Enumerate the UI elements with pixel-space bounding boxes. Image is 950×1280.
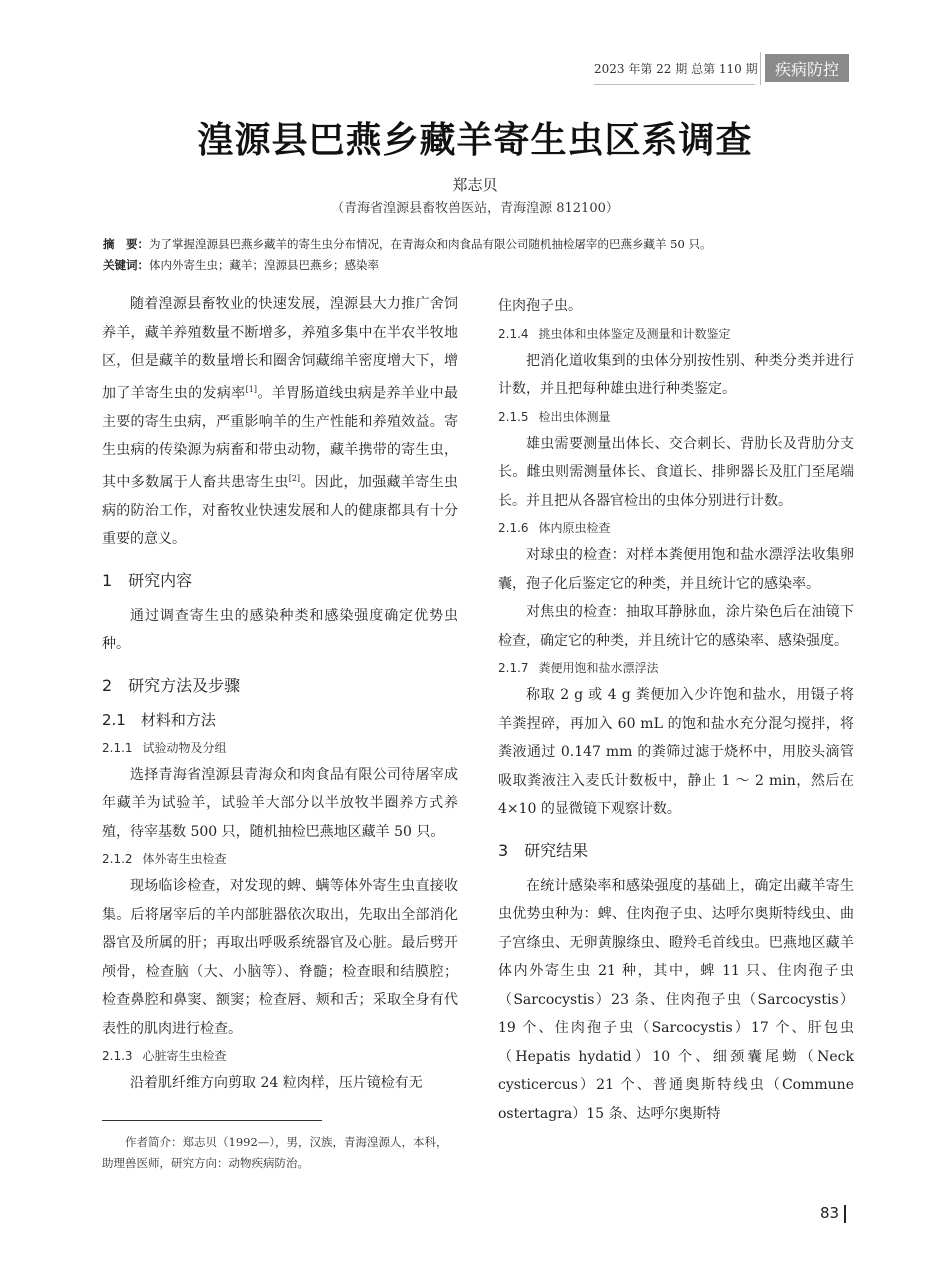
paragraph-3: 在统计感染率和感染强度的基础上，确定出藏羊寄生虫优势虫种为：蜱、住肉孢子虫、达呼尔奥斯特线虫、曲子宫绦虫、无卵黄腺绦虫、瞪羚毛首线虫。巴燕地区藏羊体内外寄生虫 21 种，其中，蜱 11 只、住肉孢子虫（Sarcocystis）23 条、住肉孢子虫（Sarcocystis）19 个、住肉孢子虫（Sarcocystis）17 个、肝包虫（Hepatis hydatid）10 个、细颈囊尾蚴（Neck cysticercus）21 个、普通奥斯特线虫（Commune ostertagra）15 条、达呼尔奥斯特: [498, 877, 854, 1122]
reference-1: [1]: [245, 384, 257, 394]
section-tag: 疾病防控: [765, 54, 849, 82]
author-footnote: 作者简介：郑志贝（1992—），男，汉族，青海湟源人，本科，助理兽医师，研究方向：动物疾病防治。: [102, 1135, 448, 1170]
header-rule: [594, 84, 755, 85]
heading-2-1-3-text: 心脏寄生虫检查: [142, 1049, 227, 1064]
intro-text-b: 。羊胃肠道线虫病是养羊业中最主要的寄生虫病，严重影响羊的生产性能和养殖效益。寄生虫病的传染源为病畜和带虫动物，藏羊携带的寄生虫，其中多数属于人畜共患寄生虫: [102, 385, 459, 491]
page-number-bar: [844, 1205, 846, 1223]
footnote-rule: [102, 1120, 322, 1121]
abstract-block: [103, 234, 863, 276]
heading-2-1-5-number: 2.1.5: [498, 409, 529, 424]
heading-2: 2 研究方法及步骤: [102, 675, 241, 695]
reference-2: [2]: [288, 473, 301, 483]
heading-1: 1 研究内容: [102, 570, 193, 590]
heading-2-1-7-number: 2.1.7: [498, 661, 529, 675]
intro-text-c: 。因此，加强藏羊寄生虫病的防治工作，对畜牧业快速发展和人的健康都具有十分重要的意义。: [102, 474, 459, 548]
intro-paragraph: [102, 290, 458, 554]
right-column: [498, 292, 854, 1128]
paragraph-2-1-4: 把消化道收集到的虫体分别按性别、种类分类并进行计数，并且把每种雄虫进行种类鉴定。: [498, 352, 854, 397]
paragraph-2-1-3-continued: 住肉孢子虫。: [498, 298, 582, 314]
paragraph-2-1-3: 沿着肌纤维方向剪取 24 粒肉样，压片镜检有无: [130, 1075, 423, 1092]
heading-3: 3 研究结果: [498, 840, 589, 860]
paragraph-2-1-7: 称取 2 g 或 4 g 粪便加入少许饱和盐水，用镊子将羊粪捏碎，再加入 60 mL 的饱和盐水充分混匀搅拌，将粪液通过 0.147 mm 的粪筛过滤于烧杯中，用胶头滴管吸取粪液注入麦氏计数板中，静止 1 ～ 2 min，然后在 4×10 的显微镜下观察计数。: [498, 687, 854, 817]
heading-2-1: 2.1 材料和方法: [102, 710, 216, 729]
heading-2-1-5-text: 检出虫体测量: [538, 409, 611, 424]
intro-text-a: 随着湟源县畜牧业的快速发展，湟源县大力推广舍饲养羊，藏羊养殖数量不断增多，养殖多集中在半农半牧地区，但是藏羊的数量增长和圈舍饲藏绵羊密度增大下，增加了羊寄生虫的发病率: [102, 296, 458, 402]
paragraph-2-1-2: 现场临诊检查，对发现的蜱、螨等体外寄生虫直接收集。后将屠宰后的羊内部脏器依次取出，先取出全部消化器官及所属的肝；再取出呼吸系统器官及心脏。最后劈开颅骨，检查脑（大、小脑等）、脊髓；检查眼和结膜腔；检查鼻腔和鼻窦、额窦；检查唇、颊和舌；采取全身有代表性的肌肉进行检查。: [102, 878, 458, 1037]
author-name: 郑志贝: [452, 176, 498, 194]
heading-2-1-3: [102, 1043, 458, 1069]
paper-title: 湟源县巴燕乡藏羊寄生虫区系调查: [197, 120, 753, 161]
author-affiliation: （青海省湟源县畜牧兽医站，青海湟源 812100）: [331, 201, 619, 216]
heading-2-1-2-number: 2.1.2: [102, 852, 133, 867]
heading-2-1-6-number: 2.1.6: [498, 521, 529, 535]
heading-2-1-6: [498, 515, 854, 541]
page-number: 83: [820, 1204, 840, 1222]
heading-2-1-6-text: 体内原虫检查: [538, 521, 611, 535]
paragraph-2-1-5: 雄虫需要测量出体长、交合刺长、背肋长及背肋分支长。雌虫则需测量体长、食道长、排卵器长及肛门至尾端长。并且把从各器官检出的虫体分别进行计数。: [498, 435, 854, 509]
header-divider: [760, 52, 761, 85]
paragraph-2-1-6-coccidia: 对球虫的检查：对样本粪便用饱和盐水漂浮法收集卵囊，孢子化后鉴定它的种类，并且统计它的感染率。: [498, 547, 854, 592]
abstract: [103, 234, 863, 255]
paragraph-1: 通过调查寄生虫的感染种类和感染强度确定优势虫种。: [102, 607, 458, 653]
heading-2-1-4: [498, 321, 854, 347]
keywords-text: 体内外寄生虫；藏羊；湟源县巴燕乡；感染率: [149, 258, 379, 272]
abstract-text: 为了掌握湟源县巴燕乡藏羊的寄生虫分布情况，在青海众和肉食品有限公司随机抽检屠宰的巴燕乡藏羊 50 只。: [149, 237, 712, 251]
heading-2-1-7: [498, 655, 854, 681]
heading-2-1-4-text: 挑虫体和虫体鉴定及测量和计数鉴定: [538, 326, 731, 341]
heading-2-1-2-text: 体外寄生虫检查: [142, 852, 227, 867]
heading-2-1-7-text: 粪便用饱和盐水漂浮法: [538, 661, 659, 675]
heading-2-1-1: [102, 735, 458, 761]
heading-2-1-2: [102, 846, 458, 872]
heading-2-1-1-text: 试验动物及分组: [142, 740, 227, 755]
left-column: [102, 290, 458, 1098]
paragraph-2-1-1: 选择青海省湟源县青海众和肉食品有限公司待屠宰成年藏羊为试验羊，试验羊大部分以半放牧半圈养方式养殖，待宰基数 500 只，随机抽检巴燕地区藏羊 50 只。: [102, 766, 458, 840]
abstract-label: 摘 要：: [103, 237, 149, 251]
keywords-label: 关键词：: [103, 258, 149, 272]
issue-info: 2023 年第 22 期 总第 110 期: [594, 62, 758, 76]
paragraph-2-1-6-piroplasm: 对焦虫的检查：抽取耳静脉血，涂片染色后在油镜下检查，确定它的种类，并且统计它的感染率、感染强度。: [498, 604, 854, 649]
heading-2-1-3-number: 2.1.3: [102, 1049, 133, 1064]
heading-2-1-1-number: 2.1.1: [102, 740, 133, 755]
keywords: [103, 255, 863, 276]
heading-2-1-4-number: 2.1.4: [498, 326, 529, 341]
heading-2-1-5: [498, 404, 854, 430]
